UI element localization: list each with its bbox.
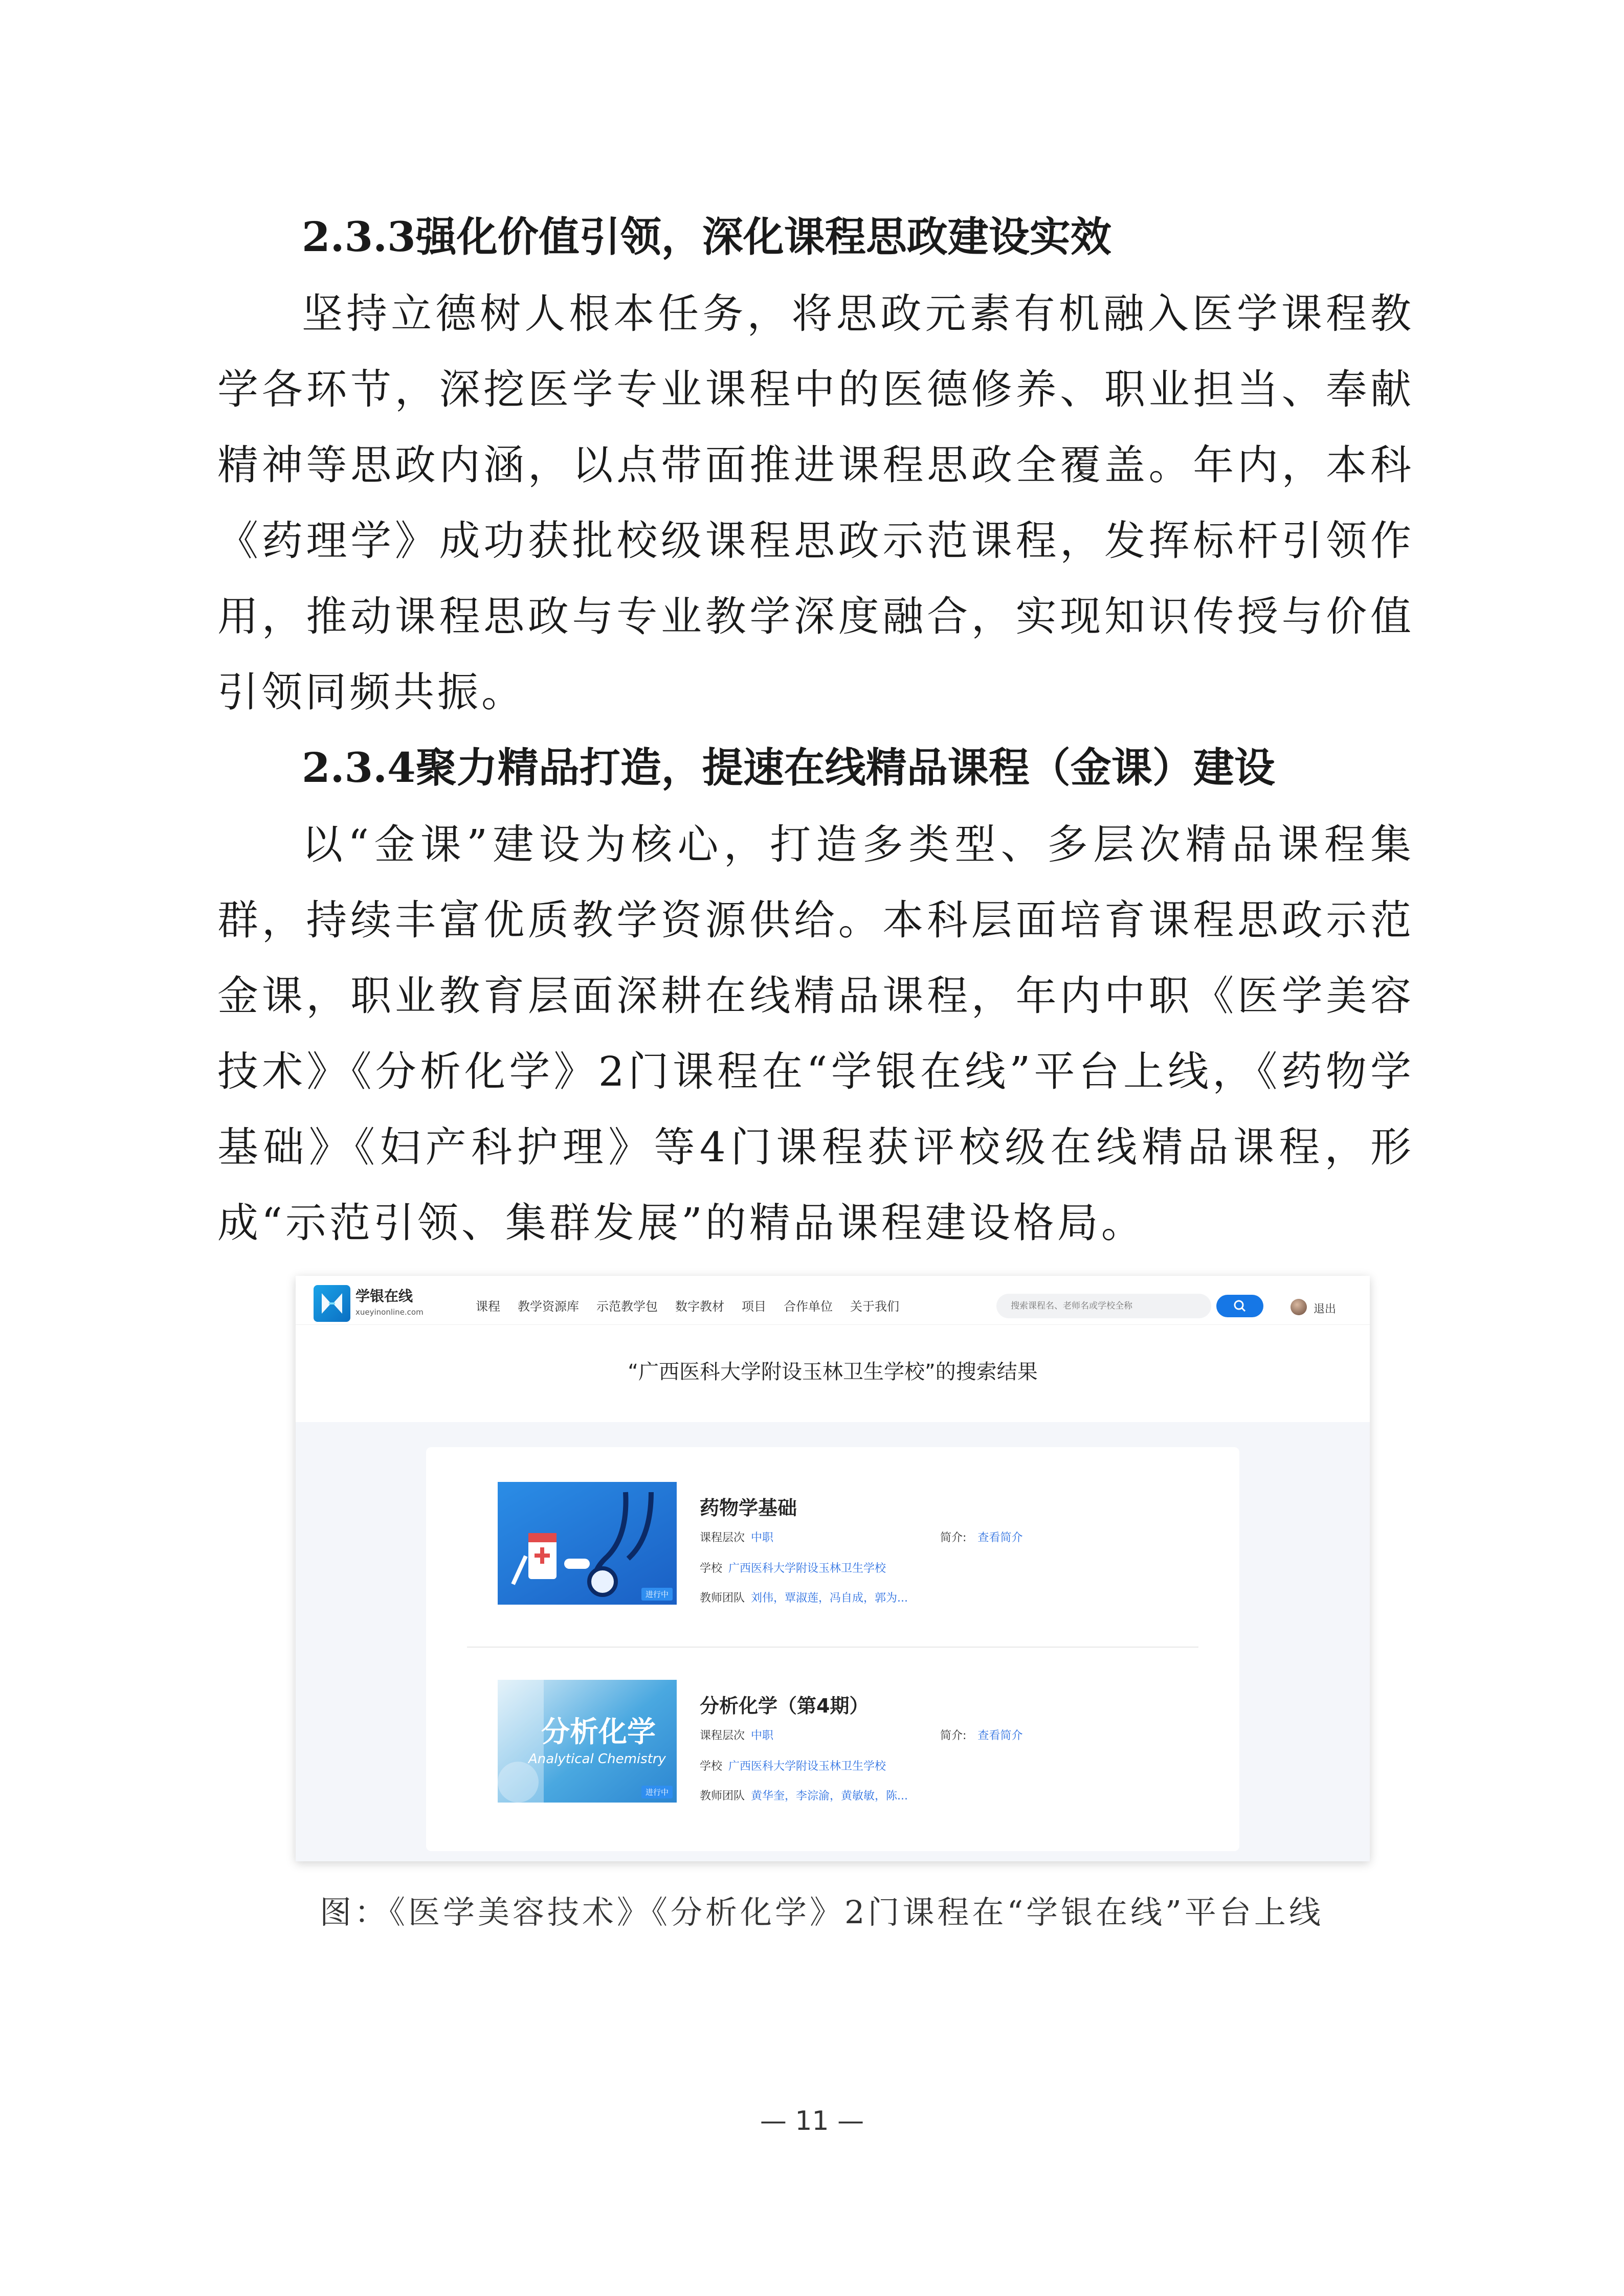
view-intro-link[interactable]: 查看简介 (977, 1532, 1023, 1544)
nav-item-demo-packages[interactable]: 示范教学包 (596, 1299, 658, 1314)
section-paragraph-2-3-3: 坚持立德树人根本任务，将思政元素有机融入医学课程教学各环节，深挖医学专业课程中的医德修养、职业担当、奉献精神等思政内涵，以点带面推进课程思政全覆盖。年内，本科《药理学》成功获批校级课程思政示范课程，发挥标杆引领作用，推动课程思政与专业教学深度融合，实现知识传授与价值引领同频共振。 (217, 290, 1414, 716)
section-heading-2-3-3: 2.3.3强化价值引领，深化课程思政建设实效 (302, 213, 1111, 261)
logout-link[interactable]: 退出 (1314, 1303, 1337, 1316)
figure-caption: 图：《医学美容技术》《分析化学》2门课程在“学银在线”平台上线 (320, 1894, 1324, 1931)
search-input[interactable] (996, 1294, 1211, 1318)
stethoscope-icon (498, 1482, 677, 1605)
site-header (296, 1276, 1370, 1324)
nav-item-projects[interactable]: 项目 (742, 1299, 766, 1314)
search-result-banner (296, 1324, 1370, 1422)
nav-item-about-us[interactable]: 关于我们 (850, 1299, 899, 1314)
status-badge: 进行中 (641, 1588, 673, 1601)
course-team: 教师团队 刘伟，覃淑莲，冯自成，郭为... (700, 1592, 908, 1605)
course-thumbnail[interactable] (498, 1482, 677, 1605)
main-nav (476, 1296, 917, 1314)
list-item[interactable] (498, 1482, 1188, 1605)
section-heading-2-3-4: 2.3.4聚力精品打造，提速在线精品课程（金课）建设 (302, 744, 1275, 792)
divider (467, 1647, 1198, 1648)
nav-item-partners[interactable]: 合作单位 (784, 1299, 833, 1314)
page-number: — 11 — (760, 2106, 864, 2136)
logo-url: xueyinonline.com (355, 1308, 424, 1317)
course-intro: 简介: 查看简介 (940, 1532, 1023, 1544)
course-school: 学校 广西医科大学附设玉林卫生学校 (700, 1562, 886, 1575)
course-level: 课程层次 中职 (700, 1532, 774, 1544)
nav-item-resource-library[interactable]: 教学资源库 (518, 1299, 579, 1314)
search-button[interactable] (1216, 1295, 1263, 1317)
nav-item-digital-textbooks[interactable]: 数字教材 (675, 1299, 724, 1314)
search-icon (1233, 1299, 1247, 1313)
logo-icon[interactable] (314, 1285, 350, 1322)
view-intro-link[interactable]: 查看简介 (977, 1729, 1023, 1742)
platform-screenshot (296, 1276, 1370, 1861)
course-thumbnail[interactable] (498, 1680, 677, 1803)
thumbnail-title: 分析化学 (541, 1716, 656, 1749)
course-title[interactable]: 分析化学（第4期） (700, 1695, 869, 1717)
course-team: 教师团队 黄华奎，李淙渝，黄敏敏，陈... (700, 1790, 908, 1803)
thumbnail-subtitle: Analytical Chemistry (528, 1751, 666, 1767)
school-link[interactable]: 广西医科大学附设玉林卫生学校 (728, 1760, 886, 1773)
results-list (426, 1447, 1239, 1851)
school-link[interactable]: 广西医科大学附设玉林卫生学校 (728, 1562, 886, 1575)
course-intro: 简介: 查看简介 (940, 1729, 1023, 1742)
search-result-title: “广西医科大学附设玉林卫生学校”的搜索结果 (628, 1360, 1038, 1384)
section-paragraph-2-3-4: 以“金课”建设为核心，打造多类型、多层次精品课程集群，持续丰富优质教学资源供给。本科层面培育课程思政示范金课，职业教育层面深耕在线精品课程，年内中职《医学美容技术》《分析化学》2门课程在“学银在线”平台上线，《药物学基础》《妇产科护理》等4门课程获评校级在线精品课程，形成“示范引领、集群发展”的精品课程建设格局。 (217, 821, 1414, 1247)
nav-item-courses[interactable]: 课程 (476, 1299, 500, 1314)
course-school: 学校 广西医科大学附设玉林卫生学校 (700, 1760, 886, 1773)
avatar[interactable] (1291, 1299, 1307, 1315)
logo-title: 学银在线 (355, 1288, 413, 1304)
course-title[interactable]: 药物学基础 (700, 1497, 797, 1519)
course-level: 课程层次 中职 (700, 1729, 774, 1742)
status-badge: 进行中 (641, 1786, 673, 1798)
list-item[interactable] (498, 1680, 1188, 1803)
